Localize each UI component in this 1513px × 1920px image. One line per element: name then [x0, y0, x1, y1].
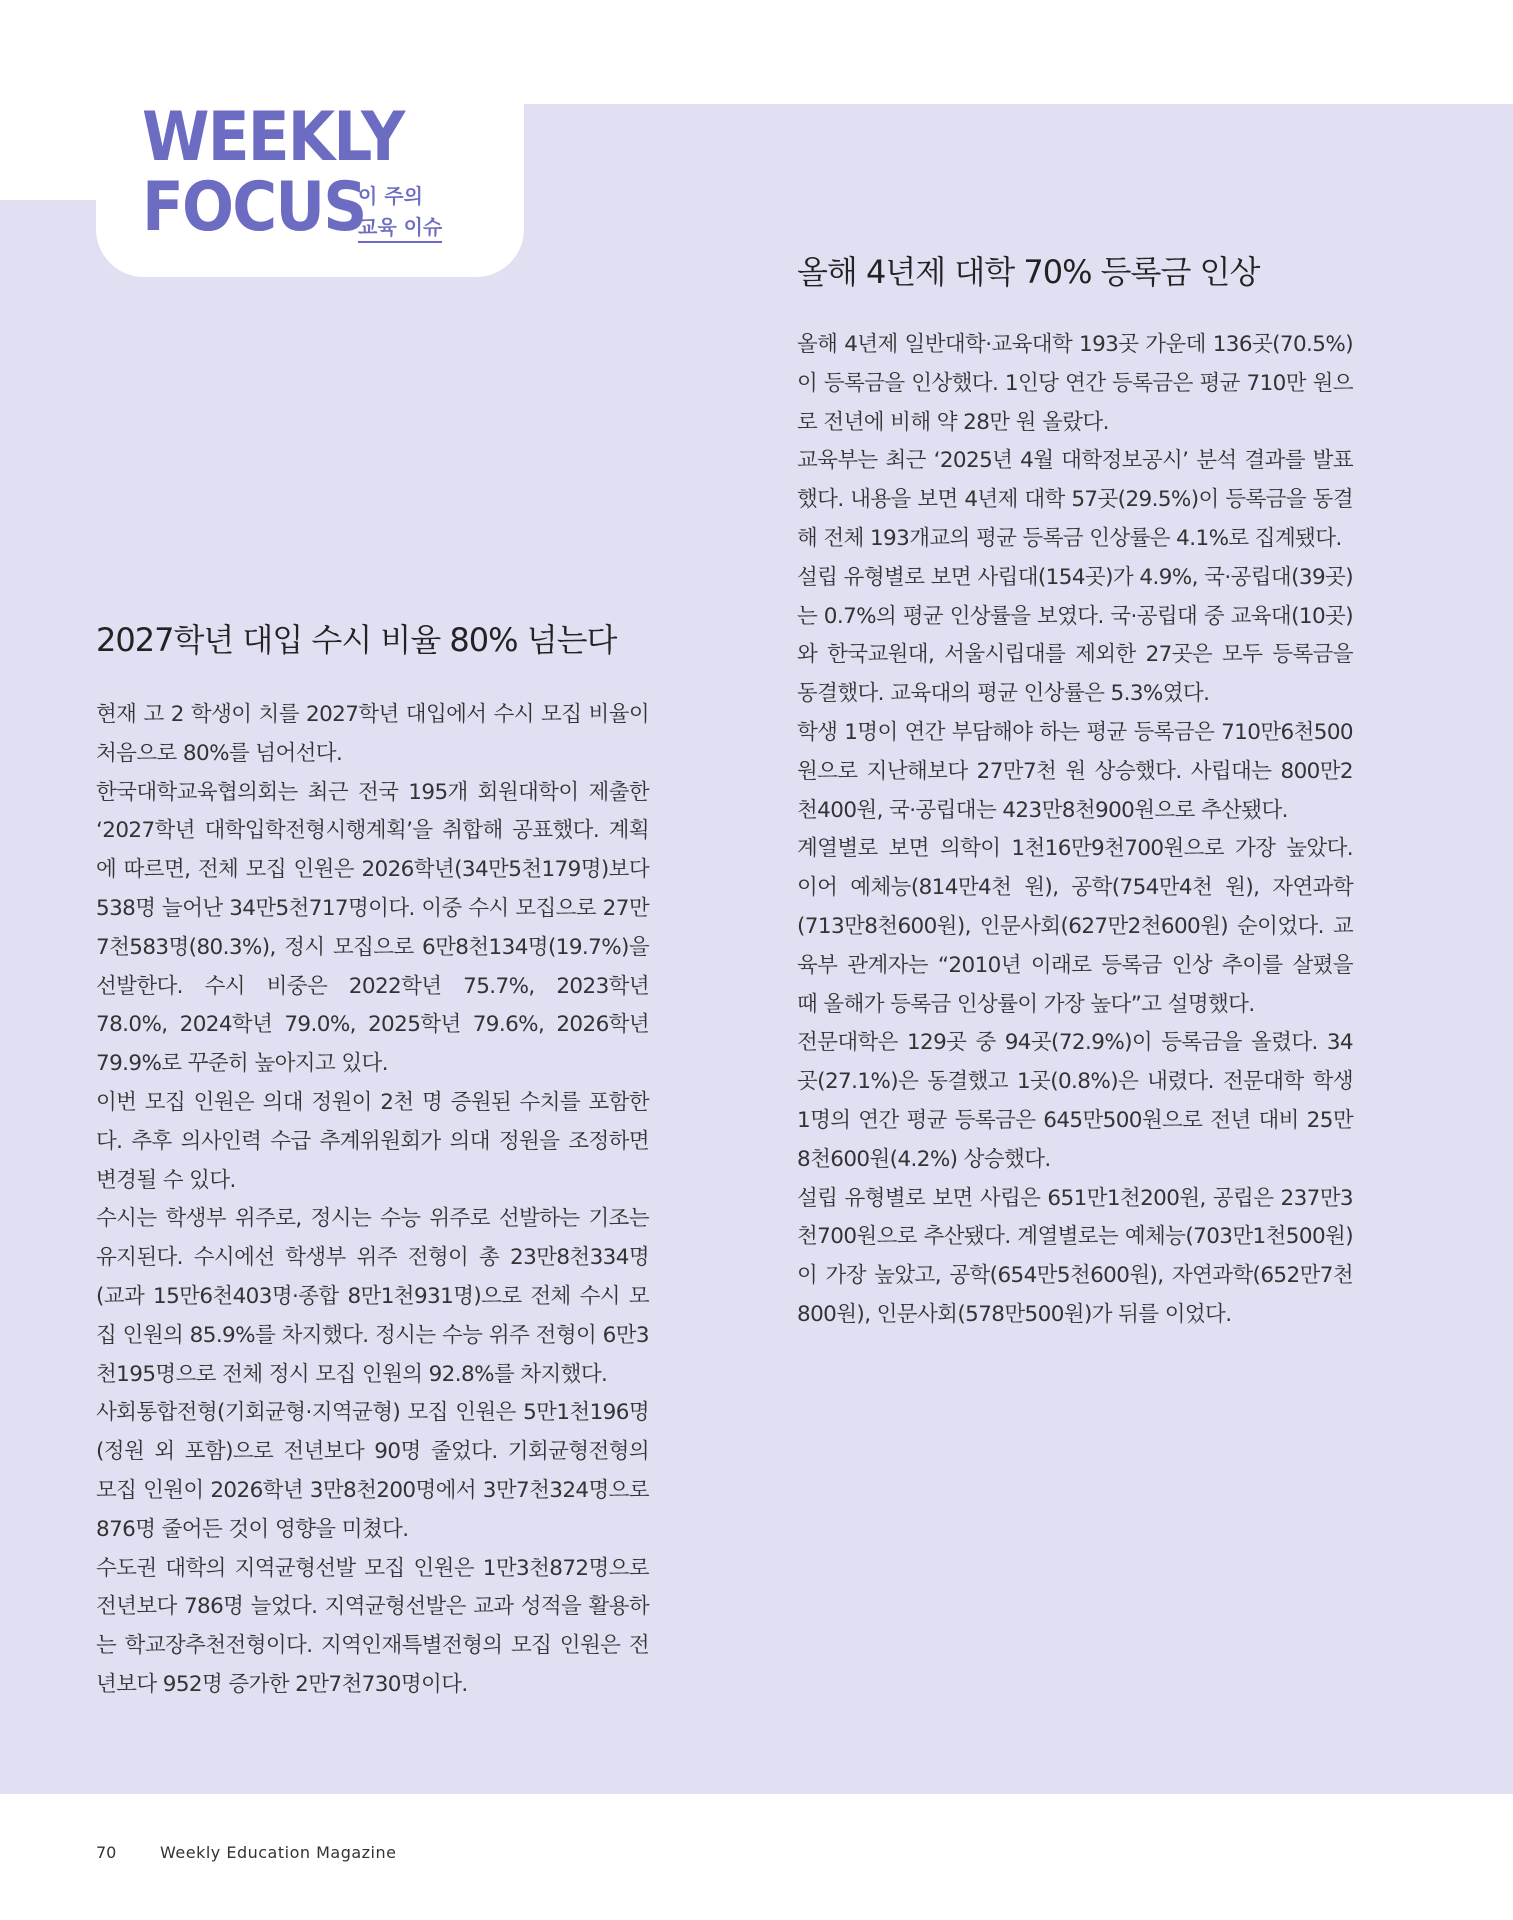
section-subtitle-line1: 이 주의	[358, 184, 423, 208]
left-article-headline: 2027학년 대입 수시 비율 80% 넘는다	[96, 621, 617, 659]
paragraph: 계열별로 보면 의학이 1천16만9천700원으로 가장 높았다. 이어 예체능(814만4천 원), 공학(754만4천 원), 자연과학(713만8천600원), 인문사회(627만2천600원) 순이었다. 교육부 관계자는 “2010년 이래로 등록금 인상 추이를 살폈을 때 올해가 등록금 인상률이 가장 높다”고 설명했다.	[797, 836, 1353, 1017]
left-article	[96, 620, 649, 1705]
section-title-weekly: WEEKLY	[142, 98, 404, 177]
page-number: 70	[96, 1843, 117, 1862]
paragraph: 설립 유형별로 보면 사립대(154곳)가 4.9%, 국·공립대(39곳)는 0.7%의 평균 인상률을 보였다. 국·공립대 중 교육대(10곳)와 한국교원대, 서울시립대를 제외한 27곳은 모두 등록금을 동결했다. 교육대의 평균 인상률은 5.3%였다.	[797, 564, 1353, 707]
section-title-focus: FOCUS	[142, 168, 366, 247]
paragraph: 한국대학교육협의회는 최근 전국 195개 회원대학이 제출한 ‘2027학년 대학입학전형시행계획’을 취합해 공표했다. 계획에 따르면, 전체 모집 인원은 2026학년(34만5천179명)보다 538명 늘어난 34만5천717명이다. 이중 수시 모집으로 27만7천583명(80.3%), 정시 모집으로 6만8천134명(19.7%)을 선발한다. 수시 비중은 2022학년 75.7%, 2023학년 78.0%, 2024학년 79.0%, 2025학년 79.6%, 2026학년 79.9%로 꾸준히 높아지고 있다.	[96, 779, 649, 1077]
paragraph: 설립 유형별로 보면 사립은 651만1천200원, 공립은 237만3천700원으로 추산됐다. 계열별로는 예체능(703만1천500원)이 가장 높았고, 공학(654만5천600원), 자연과학(652만7천800원), 인문사회(578만500원)가 뒤를 이었다.	[797, 1185, 1353, 1327]
section-subtitle-line2: 교육 이슈	[358, 211, 442, 243]
paragraph: 수시는 학생부 위주로, 정시는 수능 위주로 선발하는 기조는 유지된다. 수시에선 학생부 위주 전형이 총 23만8천334명(교과 15만6천403명·종합 8만1천931명)으로 전체 수시 모집 인원의 85.9%를 차지했다. 정시는 수능 위주 전형이 6만3천195명으로 전체 정시 모집 인원의 92.8%를 차지했다.	[96, 1206, 649, 1387]
paragraph: 교육부는 최근 ‘2025년 4월 대학정보공시’ 분석 결과를 발표했다. 내용을 보면 4년제 대학 57곳(29.5%)이 등록금을 동결해 전체 193개교의 평균 등록금 인상률은 4.1%로 집계됐다.	[797, 448, 1353, 551]
magazine-name: Weekly Education Magazine	[160, 1843, 397, 1862]
paragraph: 학생 1명이 연간 부담해야 하는 평균 등록금은 710만6천500원으로 지난해보다 27만7천 원 상승했다. 사립대는 800만2천400원, 국·공립대는 423만8천900원으로 추산됐다.	[797, 719, 1353, 823]
left-article-body	[96, 696, 649, 1705]
paragraph: 사회통합전형(기회균형·지역균형) 모집 인원은 5만1천196명(정원 외 포함)으로 전년보다 90명 줄었다. 기회균형전형의 모집 인원이 2026학년 3만8천200명에서 3만7천324명으로 876명 줄어든 것이 영향을 미쳤다.	[96, 1400, 649, 1542]
right-article-headline: 올해 4년제 대학 70% 등록금 인상	[797, 253, 1260, 291]
paragraph: 이번 모집 인원은 의대 정원이 2천 명 증원된 수치를 포함한다. 추후 의사인력 수급 추계위원회가 의대 정원을 조정하면 변경될 수 있다.	[96, 1089, 649, 1193]
right-article-body	[797, 326, 1353, 1335]
paragraph: 올해 4년제 일반대학·교육대학 193곳 가운데 136곳(70.5%)이 등록금을 인상했다. 1인당 연간 등록금은 평균 710만 원으로 전년에 비해 약 28만 원 올랐다.	[797, 332, 1353, 435]
paragraph: 수도권 대학의 지역균형선발 모집 인원은 1만3천872명으로 전년보다 786명 늘었다. 지역균형선발은 교과 성적을 활용하는 학교장추천전형이다. 지역인재특별전형의 모집 인원은 전년보다 952명 증가한 2만7천730명이다.	[96, 1555, 649, 1697]
paragraph: 현재 고 2 학생이 치를 2027학년 대입에서 수시 모집 비율이 처음으로 80%를 넘어선다.	[96, 702, 649, 766]
right-article	[797, 252, 1353, 1335]
paragraph: 전문대학은 129곳 중 94곳(72.9%)이 등록금을 올렸다. 34곳(27.1%)은 동결했고 1곳(0.8%)은 내렸다. 전문대학 학생 1명의 연간 평균 등록금은 645만500원으로 전년 대비 25만8천600원(4.2%) 상승했다.	[797, 1030, 1353, 1172]
